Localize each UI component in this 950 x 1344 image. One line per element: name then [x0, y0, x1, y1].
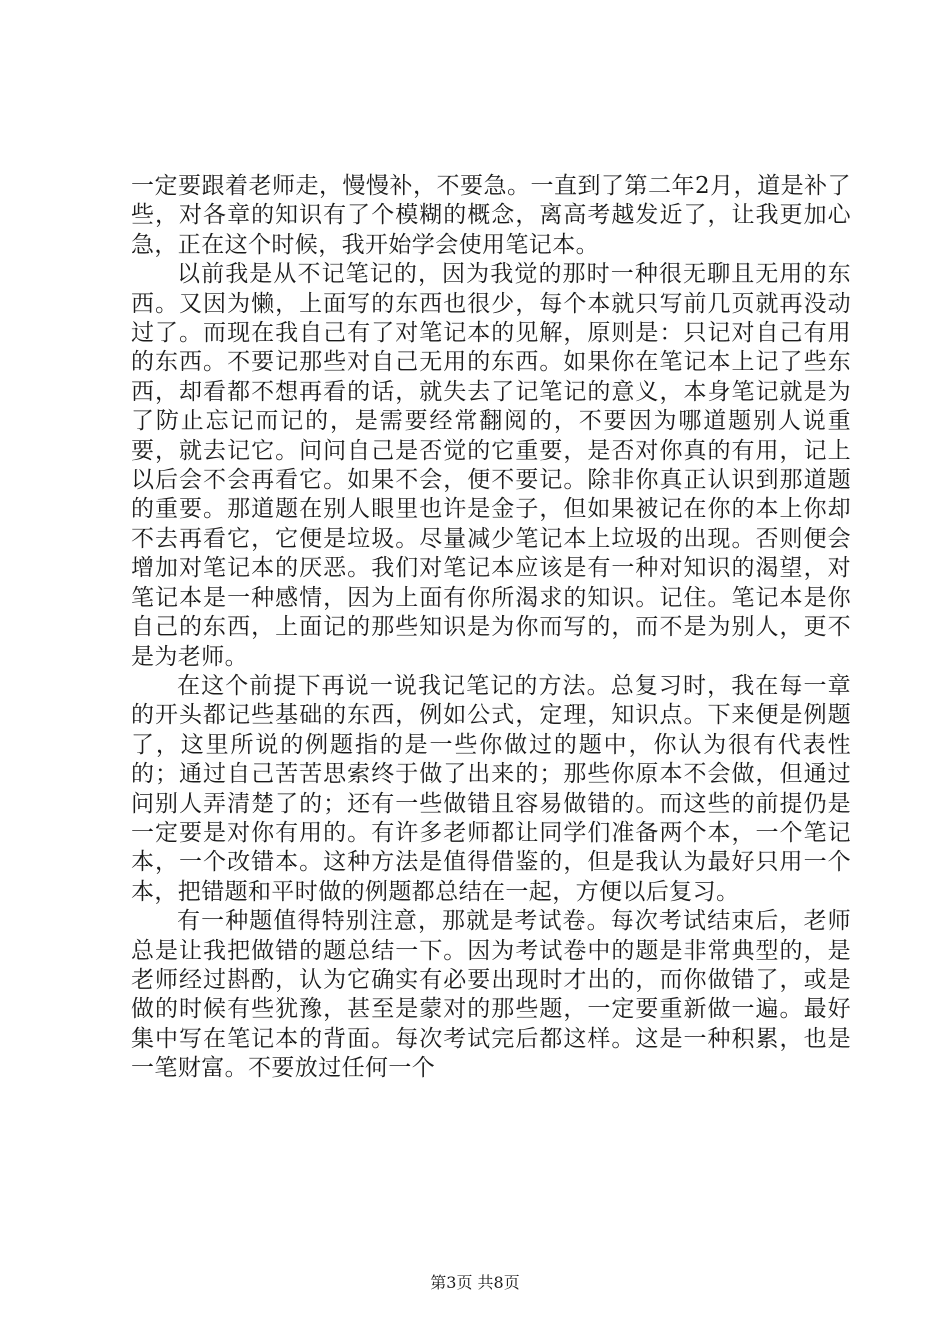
body-text: [131, 172, 851, 1084]
paragraph-3: 在这个前提下再说一说我记笔记的方法。总复习时，我在每一章的开头都记些基础的东西，例如公式，定理，知识点。下来便是例题了，这里所说的例题指的是一些你做过的题中，你认为很有代表性的；通过自己苦苦思索终于做了出来的；那些你原本不会做，但通过问别人弄清楚了的；还有一些做错且容易做错的。而这些的前提仍是一定要是对你有用的。有许多老师都让同学们准备两个本，一个笔记本，一个改错本。这种方法是值得借鉴的，但是我认为最好只用一个本，把错题和平时做的例题都总结在一起，方便以后复习。: [131, 672, 851, 905]
paragraph-1: 一定要跟着老师走，慢慢补，不要急。一直到了第二年2月，道是补了些，对各章的知识有了个模糊的概念，离高考越发近了，让我更加心急，正在这个时候，我开始学会使用笔记本。: [131, 173, 851, 258]
paragraph-4: 有一种题值得特别注意，那就是考试卷。每次考试结束后，老师总是让我把做错的题总结一下。因为考试卷中的题是非常典型的，是老师经过斟酌，认为它确实有必要出现时才出的，而你做错了，或是做的时候有些犹豫，甚至是蒙对的那些题，一定要重新做一遍。最好集中写在笔记本的背面。每次考试完后都这样。这是一种积累，也是一笔财富。不要放过任何一个: [131, 908, 851, 1082]
page-number-footer: 第3页 共8页: [430, 1273, 520, 1292]
paragraph-2: 以前我是从不记笔记的，因为我觉的那时一种很无聊且无用的东西。又因为懒，上面写的东西也很少，每个本就只写前几页就再没动过了。而现在我自己有了对笔记本的见解，原则是：只记对自己有用的东西。不要记那些对自己无用的东西。如果你在笔记本上记了些东西，却看都不想再看的话，就失去了记笔记的意义，本身笔记就是为了防止忘记而记的，是需要经常翻阅的，不要因为哪道题别人说重要，就去记它。问问自己是否觉的它重要，是否对你真的有用，记上以后会不会再看它。如果不会，便不要记。除非你真正认识到那道题的重要。那道题在别人眼里也许是金子，但如果被记在你的本上你却不去再看它，它便是垃圾。尽量减少笔记本上垃圾的出现。否则便会增加对笔记本的厌恶。我们对笔记本应该是有一种对知识的渴望，对笔记本是一种感情，因为上面有你所渴求的知识。记住。笔记本是你自己的东西，上面记的那些知识是为你而写的，而不是为别人，更不是为老师。: [131, 261, 851, 670]
